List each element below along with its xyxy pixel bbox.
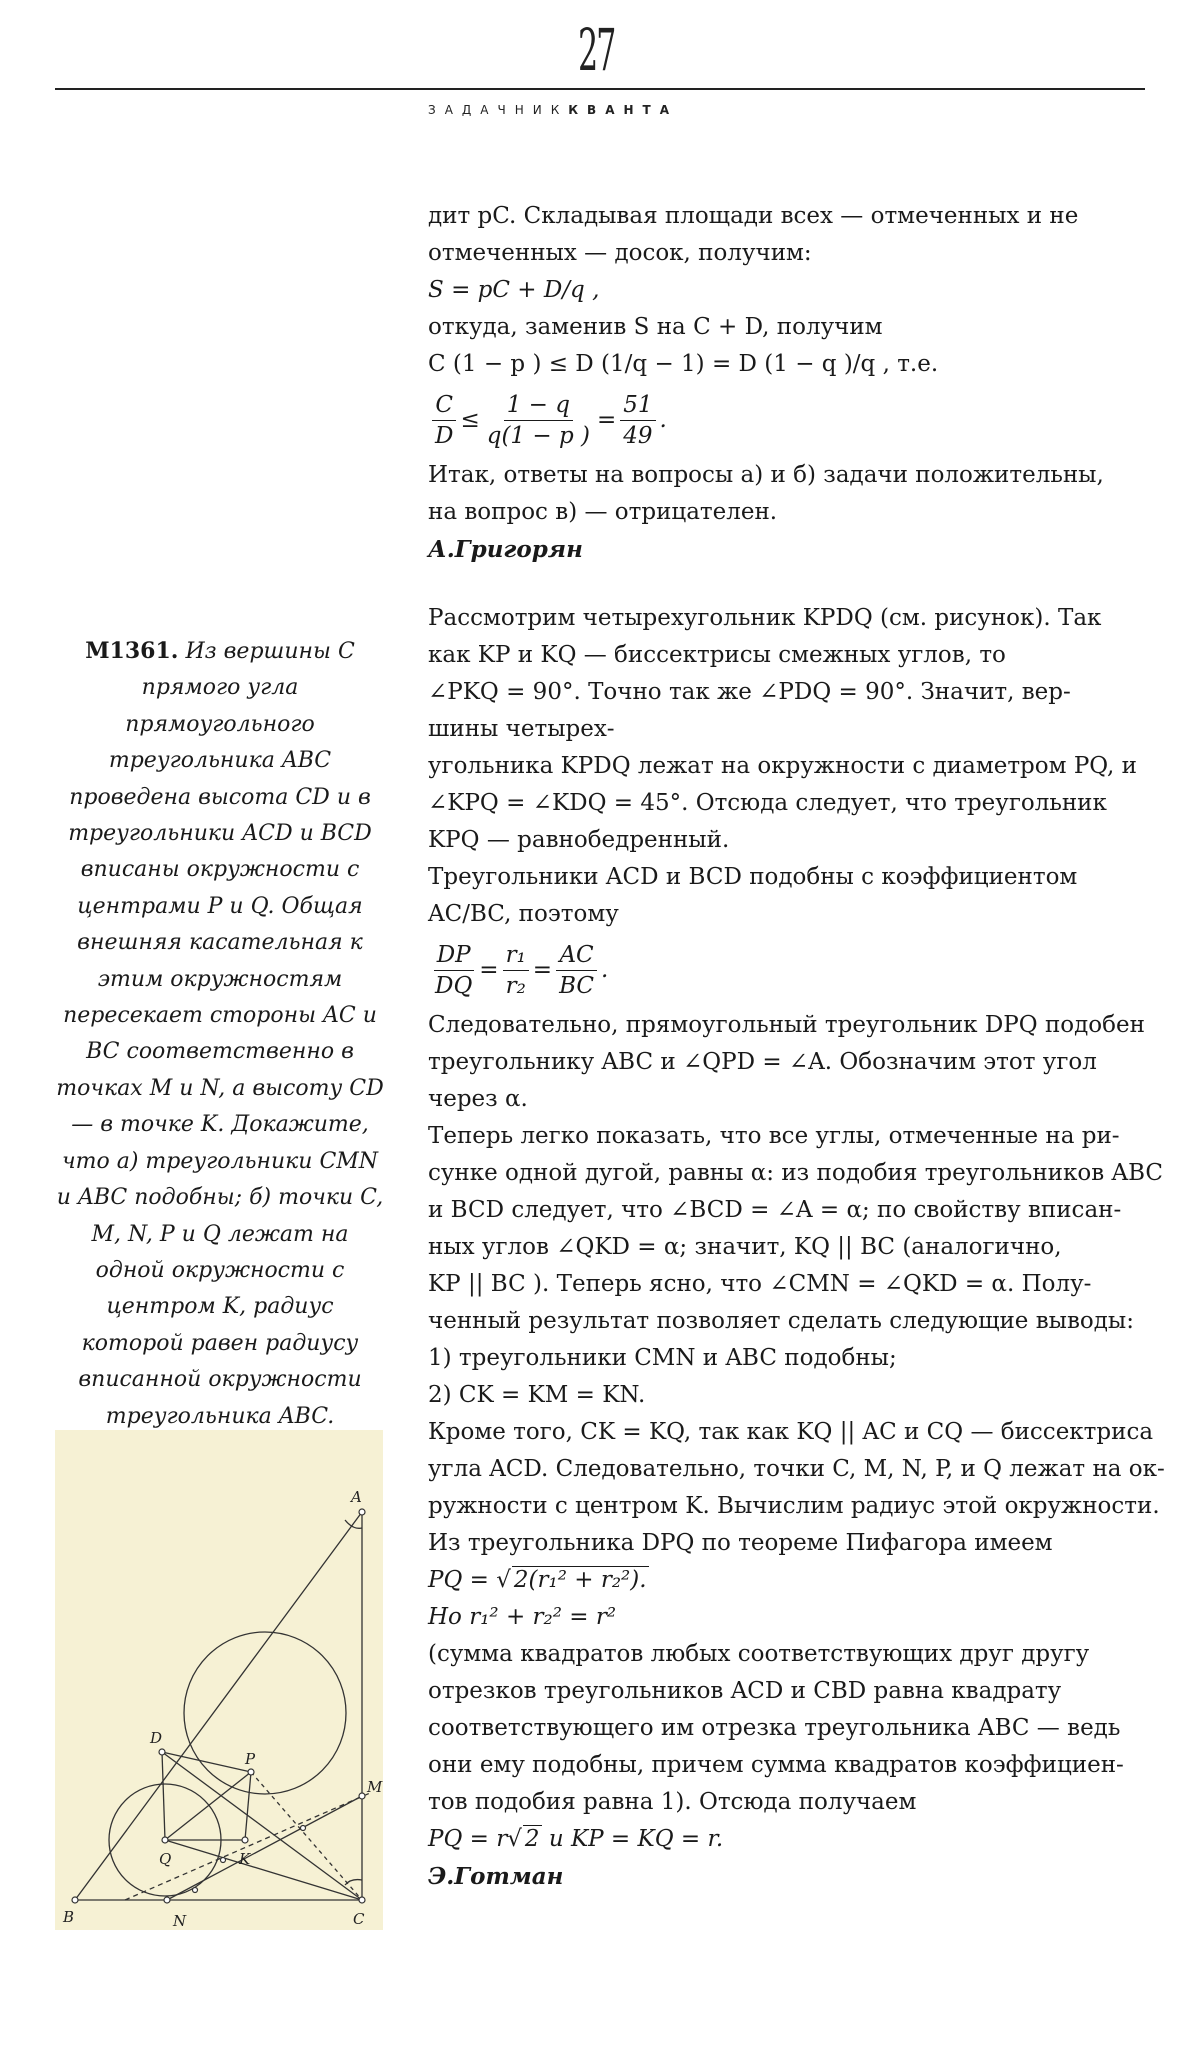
point-m (359, 1793, 365, 1799)
text-line: AC/BC, поэтому (428, 901, 619, 927)
denominator: 49 (623, 422, 653, 449)
tangency-point (221, 1858, 226, 1863)
fraction (432, 940, 475, 1001)
point-a (359, 1509, 365, 1515)
equation: Но r₁² + r₂² = r² (428, 1604, 617, 1630)
text-line: Кроме того, CK = KQ, так как KQ || AC и CQ — биссектриса (428, 1419, 1154, 1445)
segment-dq (162, 1752, 165, 1840)
label-m: M (367, 1778, 383, 1796)
page-number: 27 (578, 16, 615, 84)
fraction (484, 390, 593, 451)
text-line: ∠KPQ = ∠KDQ = 45°. Отсюда следует, что треугольник (428, 790, 1107, 816)
point-q (162, 1837, 168, 1843)
author-signature: Э.Готман (428, 1863, 564, 1890)
sqrt-sign: √ (507, 1826, 522, 1852)
point-p (248, 1769, 254, 1775)
relation: = (532, 956, 553, 983)
problem-statement (55, 633, 385, 1435)
denominator: DQ (435, 972, 473, 999)
text-line: отрезков треугольников ACD и CBD равна квадрату (428, 1678, 1062, 1704)
label-d: D (150, 1729, 163, 1747)
label-b: B (63, 1908, 75, 1926)
problem-text: Из вершины C прямого угла прямоугольного треугольника ABC проведена высота CD и в треугольники ACD и BCD вписаны окружности с центрами P и Q. Общая внешняя касательная к этим окружностям пересекает стороны AC и BC соответственно в точках M и N, а высоту CD — в точке K. Докажите, что а) треугольники CMN и ABC подобны; б) точки C, M, N, P и Q лежат на одной окружности с центром K, радиус которой равен радиусу вписанной окружности треугольника ABC. (56, 639, 384, 1429)
text-line: отмеченных — досок, получим: (428, 240, 812, 266)
text-line: Рассмотрим четырехугольник KPDQ (см. рисунок). Так (428, 605, 1102, 631)
text-line: угла ACD. Следовательно, точки C, M, N, P, и Q лежат на ок- (428, 1456, 1165, 1482)
text-line: дит pC. Складывая площади всех — отмеченных и не (428, 203, 1079, 229)
header-rule (55, 88, 1145, 90)
text-line: угольника KPDQ лежат на окружности с диаметром PQ, и (428, 753, 1137, 779)
tangency-point (193, 1888, 198, 1893)
text-line: KP || BC ). Теперь ясно, что ∠CMN = ∠QKD = α. Полу- (428, 1271, 1092, 1297)
text-line: Теперь легко показать, что все углы, отмеченные на ри- (428, 1123, 1120, 1149)
sqrt-sign: √ (496, 1567, 511, 1593)
equation: C (1 − p ) ≤ D (1/q − 1) = D (1 − q )/q , т.е. (428, 351, 939, 377)
equation-part: PQ = r (428, 1826, 508, 1852)
running-head-light: ЗАДАЧНИК (428, 103, 569, 117)
fraction-equation (428, 383, 1148, 457)
text-line: откуда, заменив S на C + D, получим (428, 314, 883, 340)
text-line: и BCD следует, что ∠BCD = ∠A = α; по свойству вписан- (428, 1197, 1122, 1223)
solution-m1361 (428, 600, 1165, 1895)
equation-part: и KP = KQ = r. (541, 1826, 724, 1852)
label-n: N (173, 1912, 187, 1930)
fraction (620, 390, 655, 451)
sqrt-radicand: 2 (524, 1826, 540, 1852)
numerator: AC (556, 940, 596, 971)
angle-arc-c (345, 1880, 362, 1885)
denominator: BC (559, 972, 595, 999)
equation-final (428, 1821, 1148, 1858)
equation-pq (428, 1562, 1148, 1599)
text-line: сунке одной дугой, равны α: из подобия треугольников ABC (428, 1160, 1164, 1186)
text-line: соответствующего им отрезка треугольника ABC — ведь (428, 1715, 1121, 1741)
text-line: шины четырех- (428, 716, 615, 742)
text-line: KPQ — равнобедренный. (428, 827, 730, 853)
main-column (428, 198, 1165, 1895)
segment-kp (245, 1772, 251, 1840)
label-c: C (353, 1910, 365, 1928)
relation: = (596, 406, 617, 433)
running-head (428, 103, 678, 117)
altitude-cd (162, 1752, 362, 1900)
period: . (601, 956, 609, 983)
relation: ≤ (460, 406, 480, 433)
text-line: Итак, ответы на вопросы а) и б) задачи положительны, (428, 462, 1104, 488)
problem-id: M1361. (85, 638, 179, 664)
text-line: треугольнику ABC и ∠QPD = ∠A. Обозначим этот угол (428, 1049, 1097, 1075)
label-a: A (351, 1488, 362, 1506)
text-line: ∠PKQ = 90°. Точно так же ∠PDQ = 90°. Значит, вер- (428, 679, 1071, 705)
figure-svg (55, 1430, 383, 1930)
text-line: ружности с центром K. Вычислим радиус этой окружности. (428, 1493, 1160, 1519)
text-line: 2) CK = KM = KN. (428, 1382, 646, 1408)
text-line: ных углов ∠QKD = α; значит, KQ || BC (аналогично, (428, 1234, 1062, 1260)
sqrt-radicand: 2(r₁² + r₂²). (513, 1567, 647, 1593)
numerator: 51 (620, 390, 655, 421)
fraction (432, 390, 456, 451)
numerator: 1 − q (504, 390, 573, 421)
tangency-point (301, 1826, 306, 1831)
point-b (72, 1897, 78, 1903)
numerator: r₁ (503, 940, 529, 971)
text-line: как KP и KQ — биссектрисы смежных углов, то (428, 642, 1006, 668)
denominator: D (435, 422, 454, 449)
point-k (242, 1837, 248, 1843)
numerator: DP (434, 940, 474, 971)
text-line: ченный результат позволяет сделать следующие выводы: (428, 1308, 1134, 1334)
triangle-abc (75, 1512, 362, 1900)
text-line: 1) треугольники CMN и ABC подобны; (428, 1345, 897, 1371)
text-line: через α. (428, 1086, 528, 1112)
fraction (503, 940, 529, 1001)
text-line: Из треугольника DPQ по теореме Пифагора имеем (428, 1530, 1053, 1556)
previous-solution (428, 198, 1148, 568)
denominator: r₂ (505, 972, 526, 999)
fraction-equation (428, 933, 1148, 1007)
point-n (164, 1897, 170, 1903)
label-q: Q (159, 1850, 172, 1868)
equation: S = pC + D/q , (428, 277, 600, 303)
point-d (159, 1749, 165, 1755)
period: . (659, 406, 667, 433)
equation-part: PQ = (428, 1567, 489, 1593)
common-tangent-mn (167, 1796, 362, 1900)
label-k: K (239, 1850, 251, 1868)
relation: = (479, 956, 499, 983)
fraction (556, 940, 597, 1001)
text-line: они ему подобны, причем сумма квадратов коэффициен- (428, 1752, 1124, 1778)
running-head-bold: КВАНТА (568, 103, 678, 117)
geometry-figure (55, 1430, 383, 1930)
incircle-p (184, 1632, 346, 1794)
text-line: Следовательно, прямоугольный треугольник DPQ подобен (428, 1012, 1145, 1038)
bisector-cp (251, 1772, 362, 1900)
text-line: тов подобия равна 1). Отсюда получаем (428, 1789, 917, 1815)
text-line: (сумма квадратов любых соответствующих друг другу (428, 1641, 1090, 1667)
text-line: Треугольники ACD и BCD подобны с коэффициентом (428, 864, 1078, 890)
numerator: C (432, 390, 456, 421)
text-line: на вопрос в) — отрицателен. (428, 499, 778, 525)
segment-qp (165, 1772, 251, 1840)
denominator: q(1 − p ) (486, 422, 590, 449)
label-p: P (245, 1750, 256, 1768)
author-signature: А.Григорян (428, 536, 583, 563)
point-c (359, 1897, 365, 1903)
